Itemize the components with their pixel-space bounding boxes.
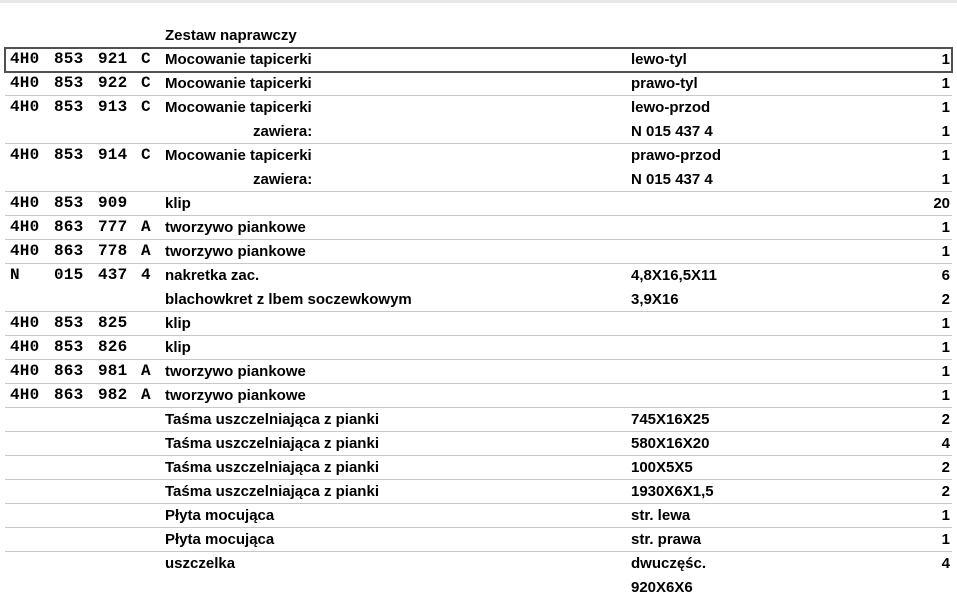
table-row[interactable]: [5, 504, 952, 528]
part-number-seg3: 909: [98, 194, 128, 212]
part-number-seg3: 777: [98, 218, 128, 236]
part-number-seg2: 853: [54, 74, 84, 92]
part-description: tworzywo piankowe: [165, 219, 306, 236]
part-spec: dwuczęśc.: [631, 555, 707, 572]
part-description: blachowkret z lbem soczewkowym: [165, 291, 412, 308]
part-description: Taśma uszczelniająca z pianki: [165, 435, 379, 452]
part-number-seg2: 853: [54, 338, 84, 356]
table-row[interactable]: [5, 96, 952, 120]
part-quantity: 1: [941, 531, 950, 548]
part-description: tworzywo piankowe: [165, 243, 306, 260]
table-row[interactable]: [5, 216, 952, 240]
part-number-seg2: 853: [54, 146, 84, 164]
table-row[interactable]: [5, 576, 952, 600]
part-spec: prawo-tyl: [631, 75, 698, 92]
part-quantity: 2: [941, 411, 950, 428]
part-number-seg2: 853: [54, 50, 84, 68]
part-spec: prawo-przod: [631, 147, 721, 164]
part-description: Taśma uszczelniająca z pianki: [165, 459, 379, 476]
header-title: Zestaw naprawczy: [165, 27, 297, 44]
part-number-seg2: 853: [54, 98, 84, 116]
part-spec: 4,8X16,5X11: [631, 267, 717, 284]
table-row[interactable]: [5, 144, 952, 168]
table-row[interactable]: [5, 48, 952, 72]
part-description: zawiera:: [253, 171, 313, 188]
part-spec: 1930X6X1,5: [631, 483, 714, 500]
part-quantity: 4: [941, 435, 950, 452]
part-quantity: 1: [941, 219, 950, 236]
part-number-seg1: 4H0: [10, 386, 40, 404]
part-description: uszczelka: [165, 555, 236, 572]
table-row[interactable]: [5, 312, 952, 336]
part-number-seg1: 4H0: [10, 50, 40, 68]
part-quantity: 1: [941, 75, 950, 92]
part-number-seg1: 4H0: [10, 146, 40, 164]
part-quantity: 1: [941, 99, 950, 116]
part-number-index: C: [141, 50, 151, 68]
part-number-seg3: 922: [98, 74, 128, 92]
table-row[interactable]: [5, 408, 952, 432]
part-quantity: 1: [941, 387, 950, 404]
part-description: Mocowanie tapicerki: [165, 99, 312, 116]
part-spec: 580X16X20: [631, 435, 710, 452]
table-row[interactable]: [5, 384, 952, 408]
part-number-seg1: 4H0: [10, 218, 40, 236]
part-spec: str. prawa: [631, 531, 702, 548]
part-number-index: A: [141, 386, 151, 404]
part-number-seg2: 015: [54, 266, 84, 284]
part-number-seg3: 982: [98, 386, 128, 404]
part-quantity: 6: [941, 267, 950, 284]
table-row[interactable]: [5, 360, 952, 384]
part-number-index: C: [141, 98, 151, 116]
table-row[interactable]: [5, 528, 952, 552]
part-quantity: 1: [941, 147, 950, 164]
part-number-seg2: 863: [54, 242, 84, 260]
parts-table: [5, 24, 952, 600]
part-number-seg2: 853: [54, 314, 84, 332]
part-description: klip: [165, 195, 191, 212]
part-quantity: 1: [941, 171, 950, 188]
part-description: klip: [165, 315, 191, 332]
part-quantity: 1: [941, 507, 950, 524]
part-number-index: C: [141, 74, 151, 92]
part-number-seg3: 437: [98, 266, 128, 284]
part-number-seg3: 825: [98, 314, 128, 332]
part-quantity: 1: [941, 363, 950, 380]
part-spec: 745X16X25: [631, 411, 710, 428]
part-number-index: 4: [141, 266, 151, 284]
part-description: klip: [165, 339, 191, 356]
part-number-index: C: [141, 146, 151, 164]
part-description: Mocowanie tapicerki: [165, 51, 312, 68]
part-number-seg1: 4H0: [10, 74, 40, 92]
part-description: tworzywo piankowe: [165, 363, 306, 380]
table-row[interactable]: [5, 456, 952, 480]
part-number-seg3: 921: [98, 50, 128, 68]
part-description: Taśma uszczelniająca z pianki: [165, 483, 379, 500]
table-row[interactable]: [5, 288, 952, 312]
part-spec: 3,9X16: [631, 291, 679, 308]
part-quantity: 1: [941, 243, 950, 260]
table-row[interactable]: [5, 240, 952, 264]
part-number-index: A: [141, 218, 151, 236]
table-row[interactable]: [5, 120, 952, 144]
table-header: [5, 24, 952, 48]
top-border: [0, 0, 957, 3]
part-spec: 100X5X5: [631, 459, 693, 476]
part-quantity: 4: [941, 555, 950, 572]
part-number-index: A: [141, 362, 151, 380]
part-description: Płyta mocująca: [165, 507, 275, 524]
part-number-seg1: N: [10, 266, 20, 284]
part-description: Mocowanie tapicerki: [165, 147, 312, 164]
part-number-seg1: 4H0: [10, 314, 40, 332]
part-number-seg2: 863: [54, 362, 84, 380]
part-number-seg1: 4H0: [10, 338, 40, 356]
table-row[interactable]: [5, 192, 952, 216]
part-quantity: 1: [941, 315, 950, 332]
part-number-seg1: 4H0: [10, 98, 40, 116]
part-description: tworzywo piankowe: [165, 387, 306, 404]
part-description: Mocowanie tapicerki: [165, 75, 312, 92]
part-description: nakretka zac.: [165, 267, 260, 284]
part-description: Taśma uszczelniająca z pianki: [165, 411, 379, 428]
part-number-seg1: 4H0: [10, 362, 40, 380]
part-spec: N 015 437 4: [631, 171, 713, 188]
part-spec: lewo-tyl: [631, 51, 687, 68]
part-number-seg3: 981: [98, 362, 128, 380]
part-number-seg1: 4H0: [10, 242, 40, 260]
part-quantity: 20: [933, 195, 950, 212]
part-number-seg1: 4H0: [10, 194, 40, 212]
table-row[interactable]: [5, 336, 952, 360]
part-quantity: 1: [941, 51, 950, 68]
part-spec: str. lewa: [631, 507, 691, 524]
part-number-seg2: 863: [54, 386, 84, 404]
part-quantity: 2: [941, 483, 950, 500]
part-number-seg2: 863: [54, 218, 84, 236]
part-number-seg2: 853: [54, 194, 84, 212]
part-number-seg3: 826: [98, 338, 128, 356]
part-number-seg3: 913: [98, 98, 128, 116]
table-row[interactable]: [5, 432, 952, 456]
part-spec: lewo-przod: [631, 99, 711, 116]
part-number-seg3: 914: [98, 146, 128, 164]
part-quantity: 2: [941, 291, 950, 308]
table-row[interactable]: [5, 72, 952, 96]
table-row[interactable]: [5, 552, 952, 576]
part-number-index: A: [141, 242, 151, 260]
part-quantity: 2: [941, 459, 950, 476]
part-quantity: 1: [941, 339, 950, 356]
table-row[interactable]: [5, 168, 952, 192]
part-spec: 920X6X6: [631, 579, 693, 596]
part-spec: N 015 437 4: [631, 123, 713, 140]
part-quantity: 1: [941, 123, 950, 140]
part-description: zawiera:: [253, 123, 313, 140]
table-row[interactable]: [5, 264, 952, 288]
table-row[interactable]: [5, 480, 952, 504]
part-description: Płyta mocująca: [165, 531, 275, 548]
part-number-seg3: 778: [98, 242, 128, 260]
